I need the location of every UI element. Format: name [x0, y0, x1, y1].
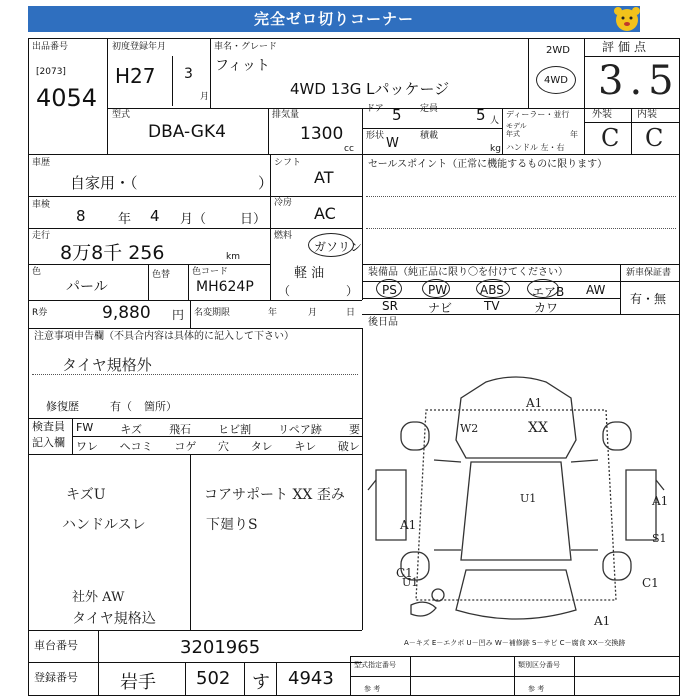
equip-airbag: エアB — [532, 285, 565, 299]
plate-region: 岩手 — [120, 672, 156, 693]
lot-label: 出品番号 — [32, 42, 69, 52]
car-grade: 4WD 13G Lパッケージ — [290, 80, 450, 98]
equip-leather: カワ — [534, 301, 559, 315]
legend-text: A－キズ E－エクボ U－凹み W－補修跡 S－サビ C－腐食 XX－交換跡 — [404, 639, 626, 647]
note-scratch: キズU — [66, 487, 106, 503]
circle-airbag — [527, 279, 559, 298]
dmg-mark-5: A1 — [400, 518, 417, 532]
equipment-label: 装備品（純正品に限り〇を付けてください） — [368, 267, 568, 278]
shape-value: W — [386, 136, 399, 151]
displacement-label: 排気量 — [272, 110, 300, 120]
displacement-value: 1300 — [300, 124, 344, 144]
circle-ps — [376, 279, 402, 298]
plate-class: 502 — [196, 668, 231, 689]
fuel-diesel: 軽 油 — [294, 266, 325, 281]
model-value: DBA-GK4 — [148, 122, 226, 142]
plate-kana: す — [252, 672, 270, 693]
note-core-support: コアサポート XX 歪み — [204, 487, 345, 503]
drive-4wd: 4WD — [544, 75, 568, 86]
drive-2wd: 2WD — [546, 45, 570, 56]
dmg-mark-8: C1 — [396, 566, 413, 580]
mascot-icon-right — [612, 4, 642, 34]
circle-pw — [422, 279, 450, 298]
dmg-mark-4: U1 — [520, 492, 537, 505]
equip-abs: ABS — [480, 283, 504, 297]
dmg-mark-6: A1 — [652, 494, 669, 508]
dmg-mark-10: C1 — [642, 576, 659, 590]
score-interior: C — [645, 124, 664, 152]
lot-sub: [2073] — [36, 67, 66, 77]
lot-number: 4054 — [36, 84, 98, 112]
equip-navi: ナビ — [428, 301, 453, 315]
shift-value: AT — [314, 168, 334, 187]
rear-seat-label: 後日品 — [368, 317, 398, 328]
dmg-mark-7: S1 — [652, 532, 667, 545]
plate-number: 4943 — [288, 668, 334, 689]
registration-month: 3 — [184, 66, 193, 82]
inspection-marks-row1: FW キズ 飛石 ヒビ割 リペア跡 要 — [76, 421, 360, 436]
handle-label: ハンドル 左・右 — [506, 143, 565, 152]
dmg-mark-11: A1 — [594, 614, 611, 628]
color-code: MH624P — [196, 279, 254, 295]
score-exterior: C — [601, 124, 620, 152]
dmg-mark-9: U1 — [402, 576, 419, 589]
notes-label: 注意事項申告欄（不具合内容は具体的に記入して下さい） — [34, 331, 294, 342]
inspection-marks-row2: ワレ ヘコミ コゲ 穴 タレ キレ 破レ — [76, 440, 360, 453]
dmg-mark-1: A1 — [526, 396, 543, 410]
note-underbody: 下廻りS — [206, 517, 258, 533]
inspection-year: 8 — [76, 207, 86, 225]
capacity-value: 5 — [476, 106, 486, 124]
usage-value: 自家用・（ — [70, 174, 138, 192]
registration-label: 初度登録年月 — [112, 42, 167, 52]
score-label: 評価点 — [602, 40, 651, 54]
dmg-mark-3: W2 — [460, 422, 479, 435]
inspection-month: 4 — [150, 207, 160, 225]
dmg-mark-2: XX — [528, 420, 548, 436]
repair-value: 有（ — [110, 400, 132, 413]
recycle-value: 9,880 — [102, 303, 151, 323]
aircon-value: AC — [314, 204, 336, 223]
notes-entry: タイヤ規格外 — [62, 356, 152, 374]
car-label: 車名・グレード — [214, 42, 278, 52]
car-name: フィット — [215, 58, 270, 74]
equip-pw: PW — [428, 283, 448, 297]
warranty-value: 有・無 — [630, 292, 667, 306]
color-value: パール — [66, 279, 108, 295]
circle-abs — [476, 279, 510, 298]
equip-ps: PS — [382, 283, 397, 297]
banner-title: 完全ゼロ切りコーナー — [28, 6, 640, 32]
equip-aw: AW — [586, 283, 606, 297]
registration-era: H27 — [115, 64, 156, 88]
model-label: 型式 — [112, 110, 131, 120]
score-value: 3.5 — [598, 58, 680, 104]
note-tire: タイヤ規格込 — [72, 611, 156, 627]
chassis-number: 3201965 — [180, 637, 261, 658]
note-aw: 社外 AW — [72, 590, 125, 605]
mileage-value: 8万8千 256 — [60, 242, 165, 264]
note-handle: ハンドルスレ — [62, 517, 146, 533]
equip-sr: SR — [382, 299, 398, 313]
equip-tv: TV — [484, 299, 500, 313]
fuel-gasoline: ガソリン — [314, 240, 363, 254]
dealer-label: ディーラー・並行 — [506, 110, 570, 119]
doors-value: 5 — [392, 106, 402, 124]
sales-point-label: セールスポイント（正常に機能するものに限ります） — [368, 159, 608, 170]
